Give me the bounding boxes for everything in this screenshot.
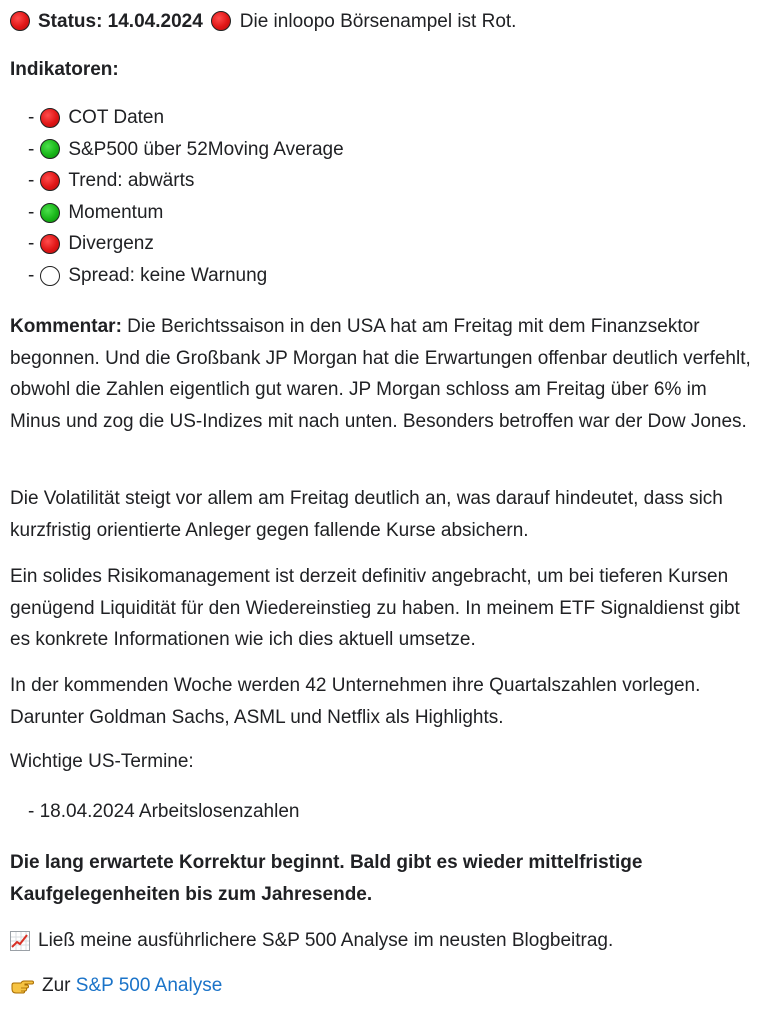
commentary-paragraph <box>10 311 755 437</box>
red-circle-icon <box>40 108 60 128</box>
status-message: Die inloopo Börsenampel ist Rot. <box>239 11 517 32</box>
green-circle-icon <box>40 203 60 223</box>
earnings-paragraph: In der kommenden Woche werden 42 Unternehmen ihre Quartalszahlen vorlegen. Darunter Goldman Sachs, ASML und Netflix als Highlights. <box>10 675 701 728</box>
indicator-label: COT Daten <box>68 107 165 128</box>
indicator-label: Spread: keine Warnung <box>68 264 268 286</box>
indicators-heading: Indikatoren: <box>10 59 119 80</box>
blog-text: Ließ meine ausführlichere S&P 500 Analyse im neusten Blogbeitrag. <box>38 930 614 951</box>
risk-paragraph: Ein solides Risikomanagement ist derzeit definitiv angebracht, um bei tieferen Kursen genügend Liquidität für den Wiedereinstieg zu haben. In meinem ETF Signaldienst gibt es konkrete Informationen wie ich dies aktuell umsetze. <box>10 566 740 650</box>
indicator-label: S&P500 über 52Moving Average <box>68 138 344 160</box>
sp500-analysis-link[interactable]: S&P 500 Analyse <box>75 975 223 996</box>
conclusion-text: Die lang erwartete Korrektur beginnt. Bald gibt es wieder mittelfristige Kaufgelegenheiten bis zum Jahresende. <box>10 852 643 905</box>
white-circle-icon <box>40 266 60 286</box>
red-circle-icon <box>40 234 60 254</box>
indicator-label: Momentum <box>68 201 164 223</box>
list-dash: - <box>28 264 35 286</box>
analysis-prefix: Zur <box>42 975 76 996</box>
status-label: Status: 14.04.2024 <box>38 11 203 32</box>
commentary-label: Kommentar: <box>10 316 122 337</box>
list-item <box>28 102 344 134</box>
list-item: - 18.04.2024 Arbeitslosenzahlen <box>28 801 300 822</box>
list-dash: - <box>28 107 35 128</box>
commentary-text: Die Berichtssaison in den USA hat am Freitag mit dem Finanzsektor begonnen. Und die Großbank JP Morgan hat die Erwartungen offenbar deutlich verfehlt, obwohl die Zahlen eigentlich gut waren. JP Morgan schloss am Freitag über 6% im Minus und zog die US-Indizes mit nach unten. Besonders betroffen war der Dow Jones. <box>10 316 751 432</box>
volatility-paragraph: Die Volatilität steigt vor allem am Freitag deutlich an, was darauf hindeutet, dass sich kurzfristig orientierte Anleger gegen fallende Kurse absichern. <box>10 488 723 541</box>
indicator-label: Divergenz <box>68 233 154 255</box>
pointing-hand-icon <box>10 976 34 996</box>
red-traffic-light-icon <box>10 11 30 31</box>
list-dash: - <box>28 201 35 223</box>
blog-line <box>10 925 613 957</box>
list-item <box>28 134 344 166</box>
list-dash: - <box>28 170 35 192</box>
chart-increasing-icon <box>10 931 30 951</box>
dates-heading: Wichtige US-Termine: <box>10 751 194 772</box>
analysis-line <box>10 970 222 1002</box>
indicator-label: Trend: abwärts <box>68 170 195 192</box>
dates-list <box>28 796 299 828</box>
red-circle-icon <box>40 171 60 191</box>
list-item <box>28 228 344 260</box>
list-item <box>28 260 344 292</box>
list-dash: - <box>28 138 35 160</box>
status-line <box>10 6 516 38</box>
list-item <box>28 197 344 229</box>
list-dash: - <box>28 233 35 255</box>
green-circle-icon <box>40 139 60 159</box>
red-traffic-light-icon <box>211 11 231 31</box>
list-item <box>28 165 344 197</box>
indicators-list <box>28 102 344 292</box>
